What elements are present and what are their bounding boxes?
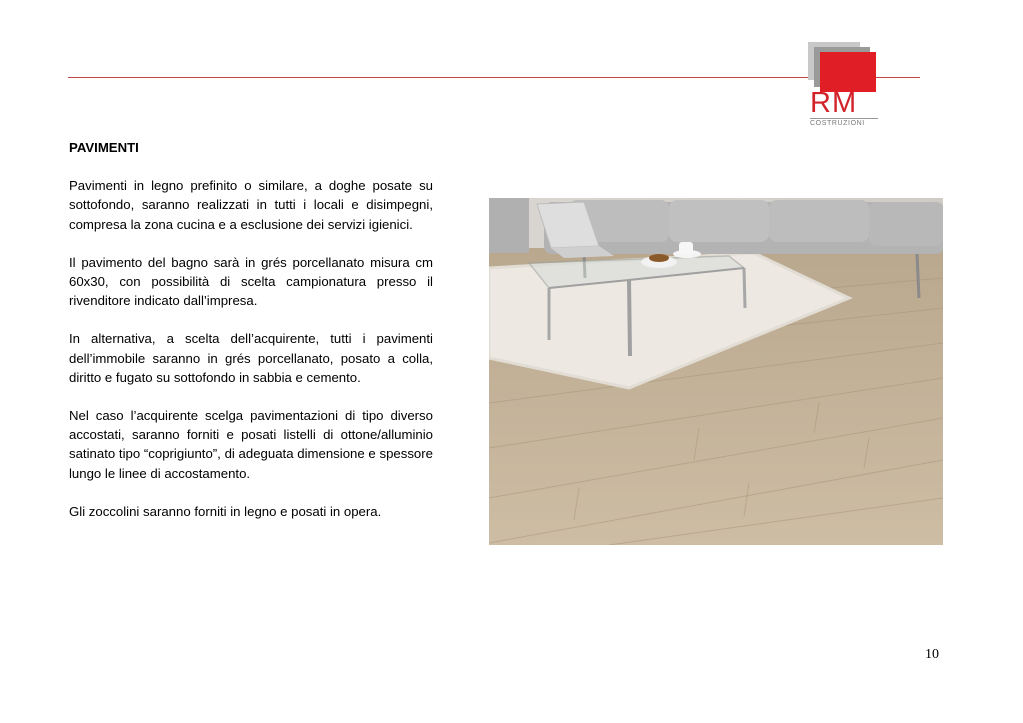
logo-mark: RM — [810, 87, 858, 119]
logo-square-red — [820, 52, 876, 92]
logo-subtitle: COSTRUZIONI — [810, 118, 878, 128]
paragraph: Pavimenti in legno prefinito o similare, a doghe posate su sottofondo, saranno realizzati in tutti i locali e disimpegni, compresa la zona cucina e a esclusione dei servizi igienici. — [69, 178, 433, 232]
paragraph: In alternativa, a scelta dell’acquirente, tutti i pavimenti dell’immobile saranno in grés porcellanato, posato a colla, diritto e fugato su sottofondo in sabbia e cemento. — [69, 331, 433, 385]
paragraph: Il pavimento del bagno sarà in grés porcellanato misura cm 60x30, con possibilità di scelta campionatura presso il rivenditore indicato dall’impresa. — [69, 254, 433, 309]
paragraph: Gli zoccolini saranno forniti in legno e posati in opera. — [69, 503, 382, 519]
paragraph: Nel caso l’acquirente scelga pavimentazioni di tipo diverso accostati, saranno forniti e posati listelli di ottone/alluminio satinato tipo “coprigiunto”, di adeguata dimensione e spessore lungo le linee di accostamento. — [69, 408, 433, 481]
page-number: 10 — [925, 647, 939, 662]
section-title: PAVIMENTI — [69, 140, 139, 155]
company-logo — [808, 42, 888, 132]
floor-photo-illustration — [489, 198, 943, 545]
floor-photo — [489, 198, 943, 545]
section-body — [69, 138, 433, 540]
header-rule — [68, 77, 920, 78]
